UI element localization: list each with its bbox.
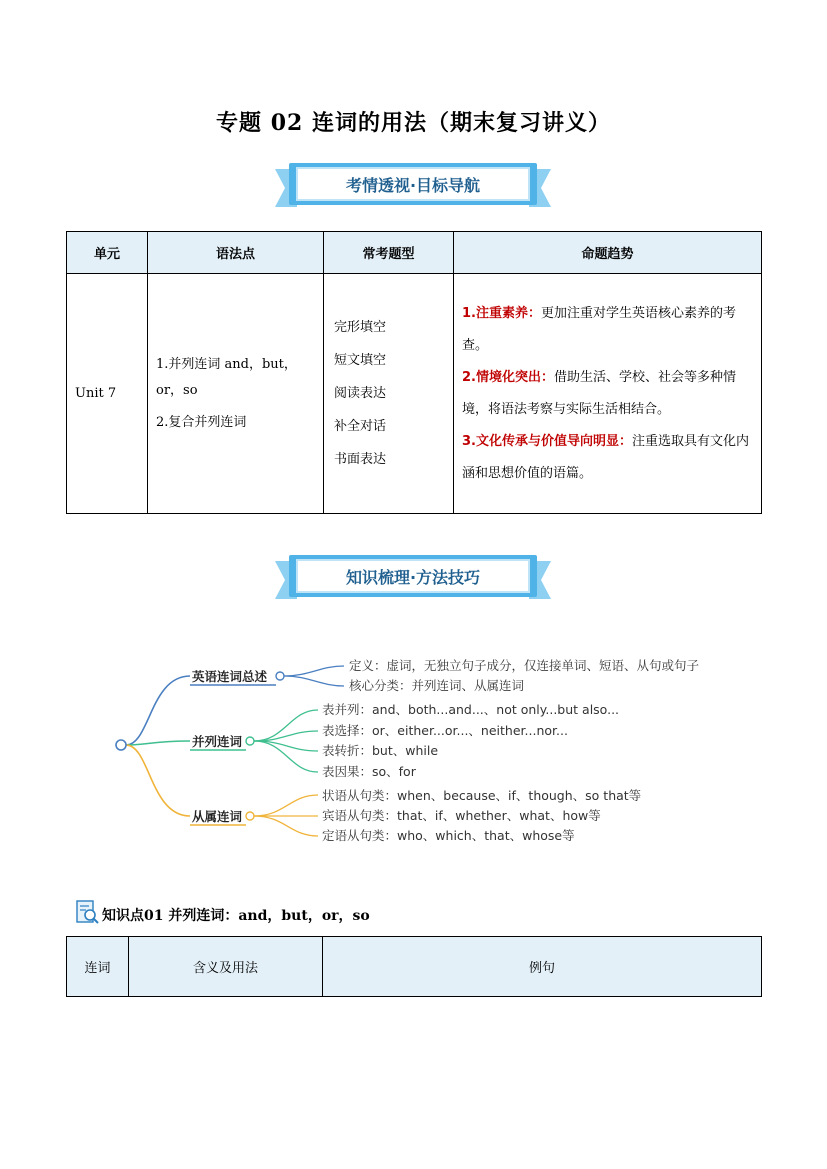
trend-text: 借助生活、学校、社会等多种情境，将语法考察与实际生活相结合。 bbox=[462, 369, 736, 417]
trend-text: 更加注重对学生英语核心素养的考查。 bbox=[462, 305, 736, 353]
trend-item bbox=[462, 298, 753, 362]
section-banner-1 bbox=[275, 163, 551, 211]
coordinating-item: 表并列：and、both...and...、not only...but also... bbox=[322, 702, 620, 717]
subordinating-item: 定语从句类：who、which、that、whose等 bbox=[322, 828, 575, 843]
page-title: 专题 02 连词的用法（期末复习讲义） bbox=[216, 110, 611, 136]
mindmap-root-node bbox=[116, 740, 126, 750]
coordinating-item: 表选择：or、either...or...、neither...nor... bbox=[322, 723, 568, 738]
type-item: 完形填空 bbox=[334, 320, 387, 335]
table-row bbox=[67, 274, 762, 514]
header-trend: 命题趋势 bbox=[454, 232, 762, 274]
knowledge-point-heading bbox=[76, 898, 370, 926]
coordinating-item: 表因果：so、for bbox=[322, 764, 416, 779]
type-item: 补全对话 bbox=[334, 419, 387, 434]
trend-item bbox=[462, 362, 753, 426]
overview-item: 核心分类：并列连词、从属连词 bbox=[349, 678, 525, 693]
overview-item: 定义：虚词，无独立句子成分，仅连接单词、短语、从句或句子 bbox=[349, 658, 700, 673]
header-unit: 单元 bbox=[67, 232, 148, 274]
subordinating-item: 宾语从句类：that、if、whether、what、how等 bbox=[322, 808, 601, 823]
type-item: 阅读表达 bbox=[334, 386, 387, 401]
trend-label: 2.情境化突出： bbox=[462, 369, 554, 385]
trend-label: 3.文化传承与价值导向明显： bbox=[462, 433, 632, 449]
banner-2-label: 知识梳理·方法技巧 bbox=[345, 567, 481, 587]
knowledge-point-label: 知识点01 并列连词：and，but，or，so bbox=[102, 908, 370, 924]
coordinating-conjunction-table bbox=[66, 936, 762, 997]
coordinating-item: 表转折：but、while bbox=[322, 743, 439, 758]
cell-types bbox=[324, 274, 454, 514]
header-conjunction: 连词 bbox=[67, 937, 129, 997]
header-example: 例句 bbox=[323, 937, 762, 997]
search-document-icon bbox=[76, 900, 100, 926]
trend-text: 注重选取具有文化内涵和思想价值的语篇。 bbox=[462, 433, 749, 481]
exam-overview-table bbox=[66, 231, 762, 514]
header-meaning: 含义及用法 bbox=[129, 937, 323, 997]
trend-label: 1.注重素养： bbox=[462, 305, 541, 321]
conjunction-mindmap bbox=[110, 650, 710, 850]
banner-1-label: 考情透视·目标导航 bbox=[345, 175, 481, 195]
section-banner-2 bbox=[275, 555, 551, 603]
trend-item bbox=[462, 426, 753, 490]
cell-trend bbox=[454, 274, 762, 514]
table-header-row bbox=[67, 232, 762, 274]
cell-grammar bbox=[148, 274, 324, 514]
cell-unit: Unit 7 bbox=[67, 274, 148, 514]
branch-label-subordinating: 从属连词 bbox=[192, 809, 243, 824]
header-grammar: 语法点 bbox=[148, 232, 324, 274]
header-types: 常考题型 bbox=[324, 232, 454, 274]
grammar-item-2: 2.复合并列连词 bbox=[156, 414, 247, 430]
table-header-row bbox=[67, 937, 762, 997]
type-item: 书面表达 bbox=[334, 452, 387, 467]
branch-label-coordinating: 并列连词 bbox=[192, 734, 243, 749]
type-item: 短文填空 bbox=[334, 353, 387, 368]
subordinating-item: 状语从句类：when、because、if、though、so that等 bbox=[322, 788, 642, 803]
grammar-item-1: 1.并列连词 and，but，or，so bbox=[156, 356, 297, 398]
branch-label-overview: 英语连词总述 bbox=[192, 669, 268, 684]
